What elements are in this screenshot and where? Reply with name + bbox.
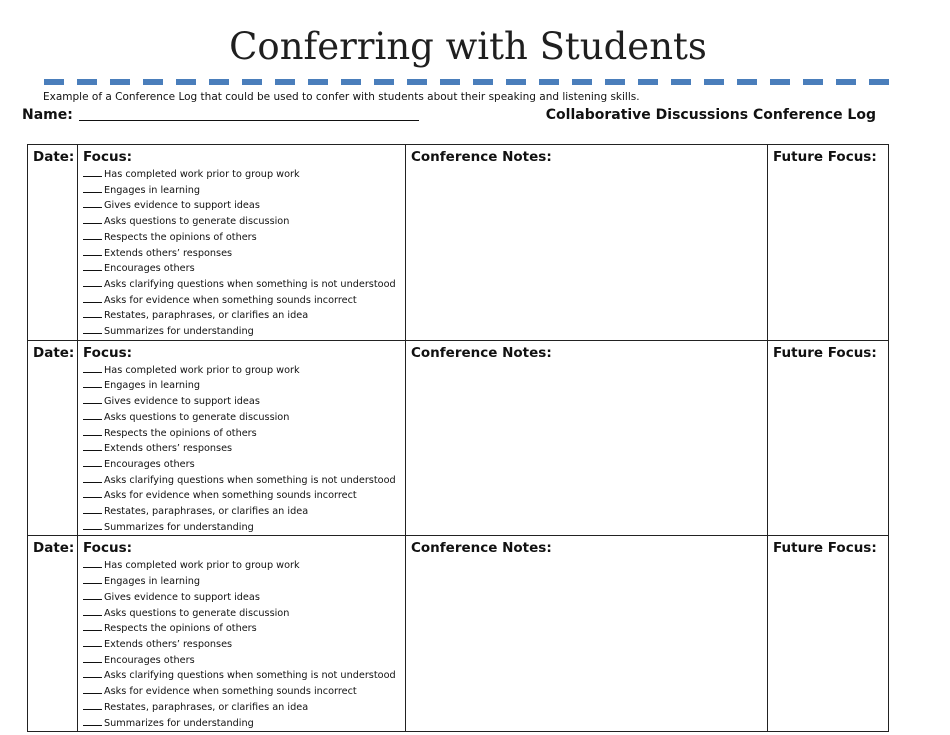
focus-checklist bbox=[83, 167, 400, 340]
focus-item-label: Asks for evidence when something sounds incorrect bbox=[104, 294, 357, 306]
check-blank[interactable] bbox=[83, 230, 102, 240]
focus-checklist-item bbox=[83, 606, 400, 622]
focus-checklist-item bbox=[83, 637, 400, 653]
check-blank[interactable] bbox=[83, 198, 102, 208]
focus-checklist-item bbox=[83, 574, 400, 590]
conference-log-table bbox=[27, 144, 889, 732]
focus-checklist-item bbox=[83, 261, 400, 277]
check-blank[interactable] bbox=[83, 488, 102, 498]
focus-item-label: Extends others’ responses bbox=[104, 247, 233, 259]
focus-checklist-item bbox=[83, 668, 400, 684]
focus-checklist-item bbox=[83, 457, 400, 473]
focus-cell[interactable] bbox=[78, 145, 406, 341]
focus-cell-label: Focus: bbox=[83, 540, 132, 557]
focus-checklist-item bbox=[83, 167, 400, 183]
focus-item-label: Asks questions to generate discussion bbox=[104, 411, 290, 423]
focus-item-label: Extends others’ responses bbox=[104, 638, 233, 650]
check-blank[interactable] bbox=[83, 637, 102, 647]
focus-item-label: Restates, paraphrases, or clarifies an idea bbox=[104, 701, 309, 713]
focus-item-label: Asks questions to generate discussion bbox=[104, 216, 290, 228]
dashed-divider bbox=[44, 79, 896, 85]
focus-checklist-item bbox=[83, 198, 400, 214]
focus-checklist-item bbox=[83, 183, 400, 199]
name-blank-line bbox=[79, 120, 419, 121]
focus-checklist-item bbox=[83, 441, 400, 457]
check-blank[interactable] bbox=[83, 394, 102, 404]
check-blank[interactable] bbox=[83, 653, 102, 663]
focus-item-label: Respects the opinions of others bbox=[104, 231, 257, 243]
focus-checklist-item bbox=[83, 410, 400, 426]
check-blank[interactable] bbox=[83, 293, 102, 303]
focus-checklist-item bbox=[83, 488, 400, 504]
date-cell-label: Date: bbox=[33, 149, 75, 165]
future-focus-cell-label: Future Focus: bbox=[773, 344, 877, 361]
conference-notes-cell-label: Conference Notes: bbox=[411, 540, 552, 557]
check-blank[interactable] bbox=[83, 246, 102, 256]
focus-checklist-item bbox=[83, 363, 400, 379]
focus-checklist-item bbox=[83, 558, 400, 574]
log-row bbox=[28, 145, 889, 341]
focus-checklist-item bbox=[83, 308, 400, 324]
focus-item-label: Asks clarifying questions when something is not understood bbox=[104, 278, 396, 290]
focus-checklist-item bbox=[83, 426, 400, 442]
future-focus-cell[interactable] bbox=[768, 145, 889, 341]
focus-checklist-item bbox=[83, 230, 400, 246]
check-blank[interactable] bbox=[83, 261, 102, 271]
focus-checklist-item bbox=[83, 214, 400, 230]
focus-item-label: Engages in learning bbox=[104, 184, 201, 196]
check-blank[interactable] bbox=[83, 378, 102, 388]
focus-item-label: Summarizes for understanding bbox=[104, 326, 254, 338]
name-row bbox=[22, 107, 419, 123]
focus-checklist-item bbox=[83, 504, 400, 520]
check-blank[interactable] bbox=[83, 574, 102, 584]
check-blank[interactable] bbox=[83, 590, 102, 600]
page-title: Conferring with Students bbox=[229, 25, 707, 68]
focus-checklist-item bbox=[83, 684, 400, 700]
focus-item-label: Has completed work prior to group work bbox=[104, 169, 300, 180]
name-label: Name: bbox=[22, 107, 73, 123]
conference-notes-cell[interactable] bbox=[406, 536, 768, 732]
focus-checklist-item bbox=[83, 246, 400, 262]
conference-notes-cell-label: Conference Notes: bbox=[411, 149, 552, 165]
date-cell[interactable] bbox=[28, 340, 78, 536]
focus-checklist-item bbox=[83, 394, 400, 410]
date-cell[interactable] bbox=[28, 145, 78, 341]
check-blank[interactable] bbox=[83, 668, 102, 678]
date-cell[interactable] bbox=[28, 536, 78, 732]
log-title: Collaborative Discussions Conference Log bbox=[545, 107, 876, 123]
page-subtitle: Example of a Conference Log that could be used to confer with students about their speaking and listening skills. bbox=[43, 91, 640, 103]
focus-item-label: Has completed work prior to group work bbox=[104, 364, 300, 376]
check-blank[interactable] bbox=[83, 684, 102, 694]
check-blank[interactable] bbox=[83, 473, 102, 483]
focus-item-label: Asks clarifying questions when something is not understood bbox=[104, 670, 396, 682]
focus-item-label: Asks for evidence when something sounds incorrect bbox=[104, 490, 357, 502]
check-blank[interactable] bbox=[83, 426, 102, 436]
conference-notes-cell-label: Conference Notes: bbox=[411, 344, 552, 361]
check-blank[interactable] bbox=[83, 363, 102, 373]
focus-item-label: Engages in learning bbox=[104, 380, 201, 392]
date-cell-label: Date: bbox=[33, 540, 75, 557]
focus-item-label: Respects the opinions of others bbox=[104, 623, 257, 635]
focus-checklist-item bbox=[83, 590, 400, 606]
focus-item-label: Gives evidence to support ideas bbox=[104, 591, 260, 603]
log-row bbox=[28, 340, 889, 536]
focus-item-label: Gives evidence to support ideas bbox=[104, 396, 260, 408]
focus-checklist-item bbox=[83, 277, 400, 293]
check-blank[interactable] bbox=[83, 700, 102, 710]
check-blank[interactable] bbox=[83, 504, 102, 514]
check-blank[interactable] bbox=[83, 441, 102, 451]
focus-checklist-item bbox=[83, 378, 400, 394]
log-row bbox=[28, 536, 889, 732]
focus-cell-label: Focus: bbox=[83, 344, 132, 361]
focus-checklist-item bbox=[83, 520, 400, 536]
focus-item-label: Encourages others bbox=[104, 458, 195, 470]
conference-notes-cell[interactable] bbox=[406, 145, 768, 341]
check-blank[interactable] bbox=[83, 214, 102, 224]
focus-item-label: Respects the opinions of others bbox=[104, 427, 257, 439]
focus-item-label: Asks for evidence when something sounds incorrect bbox=[104, 686, 357, 698]
focus-item-label: Summarizes for understanding bbox=[104, 717, 254, 729]
focus-checklist bbox=[83, 558, 400, 731]
check-blank[interactable] bbox=[83, 716, 102, 726]
focus-checklist-item bbox=[83, 653, 400, 669]
check-blank[interactable] bbox=[83, 167, 102, 177]
check-blank[interactable] bbox=[83, 410, 102, 420]
focus-item-label: Extends others’ responses bbox=[104, 443, 233, 455]
focus-checklist-item bbox=[83, 324, 400, 340]
focus-checklist-item bbox=[83, 473, 400, 489]
focus-item-label: Asks questions to generate discussion bbox=[104, 607, 290, 619]
focus-checklist-item bbox=[83, 621, 400, 637]
focus-item-label: Encourages others bbox=[104, 263, 195, 275]
date-cell-label: Date: bbox=[33, 344, 75, 361]
focus-checklist bbox=[83, 363, 400, 536]
focus-checklist-item bbox=[83, 700, 400, 716]
check-blank[interactable] bbox=[83, 457, 102, 467]
focus-cell[interactable] bbox=[78, 536, 406, 732]
focus-item-label: Has completed work prior to group work bbox=[104, 560, 300, 572]
focus-cell-label: Focus: bbox=[83, 149, 132, 165]
future-focus-cell[interactable] bbox=[768, 340, 889, 536]
focus-item-label: Restates, paraphrases, or clarifies an idea bbox=[104, 506, 309, 518]
focus-item-label: Gives evidence to support ideas bbox=[104, 200, 260, 212]
check-blank[interactable] bbox=[83, 308, 102, 318]
check-blank[interactable] bbox=[83, 606, 102, 616]
check-blank[interactable] bbox=[83, 277, 102, 287]
check-blank[interactable] bbox=[83, 621, 102, 631]
focus-item-label: Encourages others bbox=[104, 654, 195, 666]
focus-checklist-item bbox=[83, 716, 400, 732]
future-focus-cell-label: Future Focus: bbox=[773, 540, 877, 557]
focus-item-label: Summarizes for understanding bbox=[104, 521, 254, 533]
focus-item-label: Restates, paraphrases, or clarifies an idea bbox=[104, 310, 309, 322]
future-focus-cell[interactable] bbox=[768, 536, 889, 732]
focus-item-label: Asks clarifying questions when something is not understood bbox=[104, 474, 396, 486]
focus-item-label: Engages in learning bbox=[104, 576, 201, 588]
future-focus-cell-label: Future Focus: bbox=[773, 149, 877, 165]
check-blank[interactable] bbox=[83, 558, 102, 568]
check-blank[interactable] bbox=[83, 183, 102, 193]
conference-notes-cell[interactable] bbox=[406, 340, 768, 536]
check-blank[interactable] bbox=[83, 520, 102, 530]
check-blank[interactable] bbox=[83, 324, 102, 334]
focus-cell[interactable] bbox=[78, 340, 406, 536]
focus-checklist-item bbox=[83, 293, 400, 309]
